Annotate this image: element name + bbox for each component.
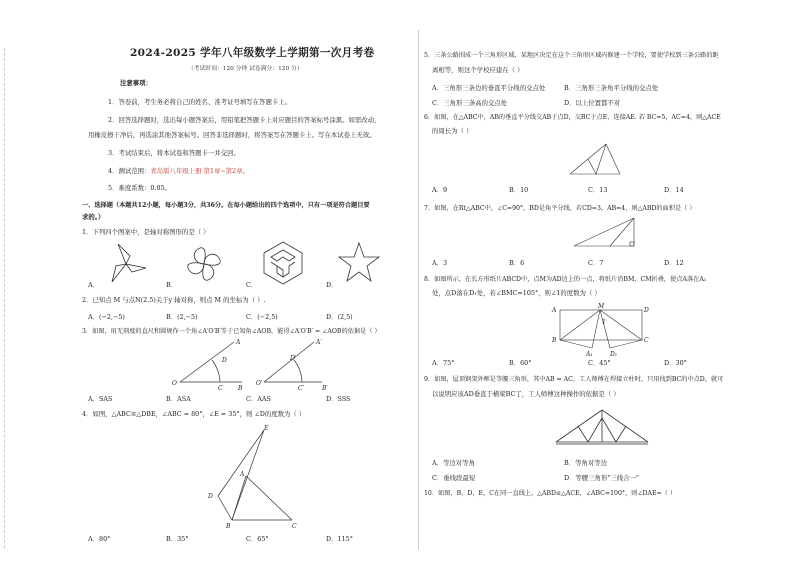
label-B: B: [552, 337, 557, 344]
q9-option-a[interactable]: A．等边对等角: [432, 459, 475, 467]
label-A-prime: A′: [316, 339, 322, 346]
q3-option-a[interactable]: A．SAS: [88, 395, 113, 403]
notice-item: 2．回答选择题时，选出每小题答案后，用铅笔把答题卡上对应题目的答案标号涂黑。如需改动，: [108, 116, 381, 124]
q6-option-c[interactable]: C．13: [588, 186, 608, 194]
label-D1: D₁: [610, 351, 618, 358]
label-A1: A₁: [586, 351, 593, 358]
label-C-prime: C′: [298, 385, 304, 392]
q2-option-a[interactable]: A．(−2,−5): [88, 313, 125, 321]
q9-option-c[interactable]: C．垂线段最短: [432, 474, 476, 482]
q5-option-a[interactable]: A．三角形三条边的垂直平分线的交点处: [432, 84, 546, 92]
q9-option-b[interactable]: B．等角对等边: [564, 459, 608, 467]
notice-heading: 注意事项：: [120, 79, 152, 87]
label-C: C: [218, 385, 223, 392]
label-angle-1: 1: [602, 319, 606, 326]
q6-option-b[interactable]: B．10: [509, 186, 529, 194]
q4-option-b[interactable]: B．35°: [166, 535, 189, 543]
question-6: 6．如图，在△ABC中，AB的垂直平分线交AB于点D，交BC于点E，连接AE. 若 BC=5，AC=4，则△ACE: [424, 114, 721, 121]
question-1: 1．下列四个图案中，是轴对称图形的是（ ）: [82, 228, 210, 236]
label-B: B: [226, 523, 231, 530]
folded-rectangle-figure: [550, 300, 654, 358]
q7-option-b[interactable]: B．6: [509, 259, 525, 267]
label-M: M: [598, 303, 605, 310]
q2-option-c[interactable]: C．(−2,5): [246, 313, 278, 321]
notice-item: 5．难度系数：0.85。: [108, 184, 172, 192]
question-5-cont: 离相等，则这个学校应建在（ ）: [432, 66, 524, 74]
q6-option-a[interactable]: A．9: [432, 186, 448, 194]
label-A: A: [240, 471, 245, 478]
angle-construction-figure: [172, 338, 332, 392]
question-9-cont: 以说明应该AD垂直于横梁BC了，工人师傅这种操作的依据是（ ）: [432, 390, 620, 398]
q7-option-c[interactable]: C．7: [588, 259, 604, 267]
fan-pinwheel-figure: [182, 242, 226, 286]
q8-option-c[interactable]: C．45°: [588, 359, 611, 367]
question-9: 9．如图，屋顶钢架外框是等腰三角形，其中AB = AC，工人师傅在焊接立柱时，只用找到BC的中点D，就可: [424, 376, 724, 383]
congruent-triangles-figure: [206, 424, 306, 528]
question-3: 3．如图，用无刻度的直尺和圆规作一个角∠A′O′B′等于已知角∠AOB，能得∠A′O′B′ = ∠AOB的依据是（ ）: [82, 328, 381, 335]
notice-item: 1．答卷前，考生务必将自己的姓名、准考证号填写在答题卡上。: [108, 98, 292, 106]
label-O-prime: O′: [256, 380, 263, 387]
right-triangle-figure: [570, 214, 646, 254]
q1-option-a[interactable]: A．: [88, 281, 100, 289]
question-7: 7．如图，在Rt△ABC中，∠C=90°，BD是角平分线，若CD=3，AB=4，则△ABD的面积是（ ）: [424, 205, 696, 212]
q7-option-d[interactable]: D．12: [664, 259, 684, 267]
label-A: A: [552, 307, 557, 314]
binding-line: [4, 48, 9, 548]
label-O: O: [172, 380, 177, 387]
question-8-cont: 处，点D落在D₁处，若∠BMC=105°，则∠1的度数为（ ）: [432, 289, 601, 297]
label-C: C: [292, 523, 297, 530]
q2-option-b[interactable]: B．(2,−5): [166, 313, 198, 321]
perpendicular-bisector-figure: [566, 140, 626, 180]
label-B-prime: B′: [322, 385, 328, 392]
test-scope: 青岛版八年级上册 第1章~第2章。: [150, 167, 250, 175]
roof-truss-figure: [552, 404, 652, 452]
label-D: D: [208, 493, 213, 500]
label-C: C: [644, 337, 649, 344]
q5-option-b[interactable]: B．三角形三条角平分线的交点处: [564, 84, 659, 92]
q8-option-d[interactable]: D．30°: [664, 359, 687, 367]
q1-option-d[interactable]: D．: [326, 281, 338, 289]
q8-option-b[interactable]: B．60°: [509, 359, 532, 367]
q5-option-d[interactable]: D．以上位置都不对: [564, 99, 621, 107]
star-figure: [336, 240, 382, 286]
column-divider: [418, 30, 419, 550]
label-D: D: [222, 357, 227, 364]
q8-option-a[interactable]: A．75°: [432, 359, 455, 367]
q9-option-d[interactable]: D．等腰三角形"三线合一": [564, 474, 639, 482]
q3-option-d[interactable]: D．SSS: [326, 395, 351, 403]
label-D: D: [644, 307, 649, 314]
pinwheel-triangle-figure: [104, 242, 148, 286]
question-2: 2．已知点 M 与点N(2.5)关于y 轴对称，则点 M 的坐标为（ ）.: [82, 296, 266, 304]
question-8: 8．如图所示，在长方形纸片ABCD中，点M为AD边上的一点，将纸片沿BM，CM折叠，使点A落在A₁: [424, 276, 707, 283]
notice-item: 3．考试结束后，将本试卷和答题卡一并交回。: [108, 149, 240, 157]
notice-item: 4．测试范围：青岛版八年级上册 第1章~第2章。: [108, 167, 250, 175]
section-heading: 一、选择题（本题共12小题，每小题3分，共36分。在每小题给出的四个选项中，只有一项是符合题目要: [82, 202, 370, 209]
label-E: E: [264, 425, 269, 432]
label-A: A: [236, 339, 241, 346]
q7-option-a[interactable]: A．3: [432, 259, 448, 267]
q3-option-b[interactable]: B．ASA: [166, 395, 191, 403]
q5-option-c[interactable]: C．三角形三条高的交点处: [432, 99, 508, 107]
notice-item: 用橡皮擦干净后，再选涂其他答案标号。回答非选择题时，将答案写在答题卡上。写在本试卷上无效。: [88, 131, 376, 139]
label-D-prime: D′: [290, 355, 297, 362]
q4-option-d[interactable]: D．115°: [326, 535, 353, 543]
q1-option-b[interactable]: B．: [166, 281, 178, 289]
question-6-cont: 的周长为（ ）: [432, 127, 473, 135]
question-5: 5．三条公路围成一个三角形区域，某地区决定在这个三角形区域内修建一个学校，要使学校到三条公路的距: [424, 52, 719, 59]
recycle-hexagon-figure: [260, 240, 306, 286]
section-heading-cont: 求的。）: [82, 213, 105, 221]
question-10: 10．如图，B，D，E，C在同一直线上，△ABD≌△ACE，∠ABC=100°，则∠DAE=（ ）: [424, 490, 677, 497]
page-title: 2024-2025 学年八年级数学上学期第一次月考卷: [130, 47, 375, 59]
page-subtitle: （考试时间：120 分钟 试卷满分：120 分）: [188, 66, 303, 72]
question-4: 4．如图，△ABC≌△DBE，∠ABC = 80°，∠E = 35°，则 ∠D的度数为（ ）: [82, 410, 306, 418]
q6-option-d[interactable]: D．14: [664, 186, 684, 194]
label-B: B: [238, 385, 243, 392]
q1-option-c[interactable]: C．: [246, 281, 258, 289]
q4-option-c[interactable]: C．65°: [246, 535, 269, 543]
q2-option-d[interactable]: D．(2,5): [326, 313, 353, 321]
q4-option-a[interactable]: A．80°: [88, 535, 111, 543]
q3-option-c[interactable]: C．AAS: [246, 395, 271, 403]
